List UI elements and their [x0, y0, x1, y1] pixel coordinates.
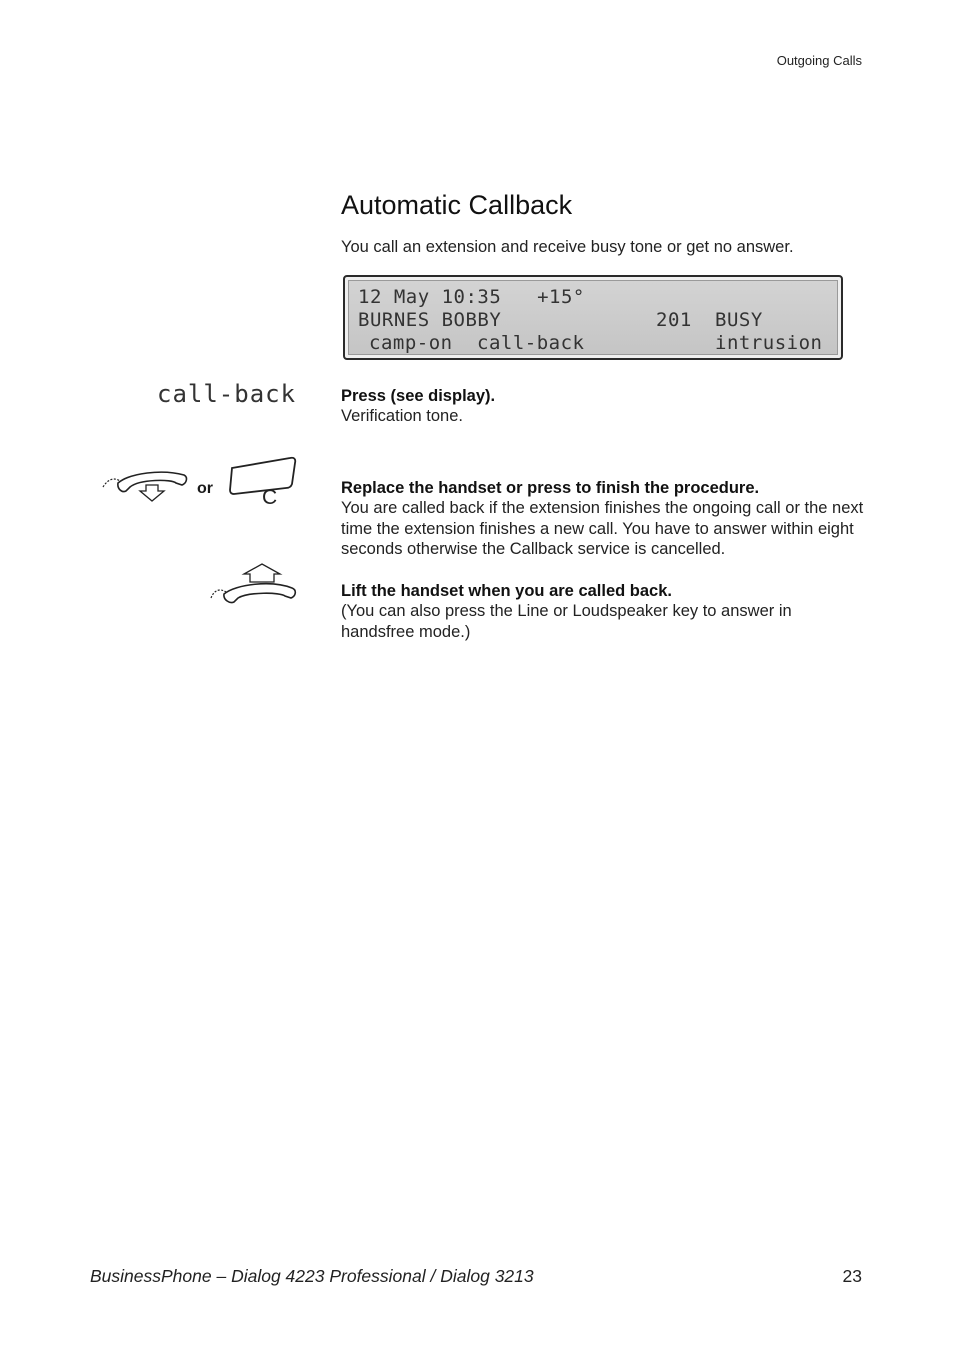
display-caller-name: BURNES BOBBY [358, 309, 502, 331]
handset-up-icon [208, 562, 300, 606]
clear-key-letter: C [262, 486, 278, 509]
step-replace-handset [341, 479, 866, 560]
step-heading: Replace the handset or press to finish the procedure. [341, 479, 760, 497]
step-heading: Press (see display). [341, 387, 496, 405]
step-description: You are called back if the extension finishes the ongoing call or the next time the extension finishes a new call. You have to answer within eight seconds otherwise the Callback service is cancelled. [341, 499, 864, 558]
running-header: Outgoing Calls [776, 53, 862, 68]
intro-text: You call an extension and receive busy tone or get no answer. [341, 238, 794, 256]
display-softkey-call-back[interactable]: call-back [477, 332, 585, 354]
call-back-softkey[interactable]: call-back [157, 380, 297, 408]
step-press-softkey [341, 387, 866, 427]
footer-document-title: BusinessPhone – Dialog 4223 Professional / Dialog 3213 [90, 1266, 534, 1286]
step-heading: Lift the handset when you are called back. [341, 582, 672, 600]
step-description: (You can also press the Line or Loudspeaker key to answer in handsfree mode.) [341, 602, 792, 641]
display-status: BUSY [715, 309, 763, 331]
display-softkey-camp-on[interactable]: camp-on [369, 332, 453, 354]
display-extension: 201 [656, 309, 692, 331]
display-line-date-time: 12 May 10:35 +15° [358, 286, 585, 308]
page-title: Automatic Callback [341, 190, 573, 220]
step-lift-handset [341, 582, 866, 642]
step-description: Verification tone. [341, 407, 463, 425]
or-label: or [197, 480, 213, 497]
phone-display [343, 275, 843, 360]
display-softkey-intrusion[interactable]: intrusion [715, 332, 823, 354]
page-number: 23 [842, 1266, 862, 1286]
handset-down-icon [100, 465, 190, 505]
